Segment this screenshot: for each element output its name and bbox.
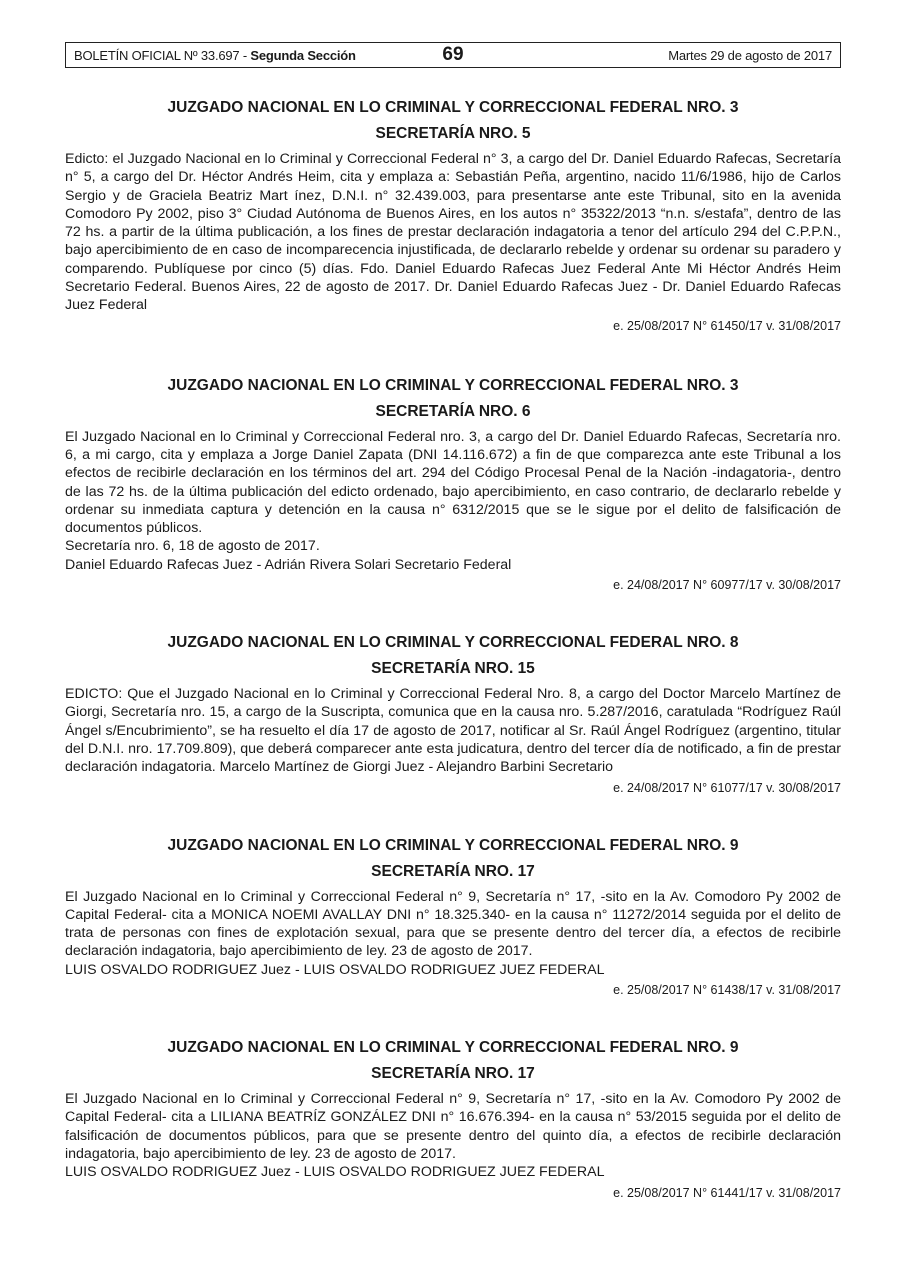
notice-body: [65, 428, 841, 574]
notice-paragraph: El Juzgado Nacional en lo Criminal y Correccional Federal n° 9, Secretaría n° 17, -sito en la Av. Comodoro Py 2002 de Capital Federal- cita a LILIANA BEATRÍZ GONZÁLEZ DNI n° 16.676.394- en la causa n° 53/2015 seguida por el delito de falsificación de documentos públicos, para que se presente dentro del quinto día, a efectos de recibirle declaración indagatoria, bajo apercibimiento de ley. 23 de agosto de 2017.: [65, 1091, 841, 1162]
notice-reference: e. 24/08/2017 N° 61077/17 v. 30/08/2017: [613, 780, 841, 795]
notice-paragraph: LUIS OSVALDO RODRIGUEZ Juez - LUIS OSVALDO RODRIGUEZ JUEZ FEDERAL: [65, 1164, 605, 1181]
secretariat-title: SECRETARÍA NRO. 15: [371, 660, 535, 678]
page-number: 69: [442, 44, 464, 65]
notice: [65, 373, 841, 594]
court-title: JUZGADO NACIONAL EN LO CRIMINAL Y CORRECCIONAL FEDERAL NRO. 9: [167, 836, 739, 854]
notice-paragraph: EDICTO: Que el Juzgado Nacional en lo Criminal y Correccional Federal Nro. 8, a cargo del Doctor Marcelo Martínez de Giorgi, Secretaría nro. 15, a cargo de la Suscripta, comunica que en la causa nro. 5.287/2016, caratulada “Rodríguez Raúl Ángel s/Encubrimiento”, se ha resuelto el día 17 de agosto de 2017, notificar al Sr. Raúl Ángel Rodríguez (argentino, titular del D.N.I. nro. 17.709.809), que deberá comparecer ante esta judicatura, dentro del tercer día de notificado, a fin de prestar declaración indagatoria. Marcelo Martínez de Giorgi Juez - Alejandro Barbini Secretario: [65, 686, 841, 776]
notices-column: [65, 95, 841, 1202]
notice-reference: e. 25/08/2017 N° 61441/17 v. 31/08/2017: [613, 1185, 841, 1200]
court-title: JUZGADO NACIONAL EN LO CRIMINAL Y CORRECCIONAL FEDERAL NRO. 9: [167, 1039, 739, 1057]
secretariat-title: SECRETARÍA NRO. 5: [375, 125, 531, 142]
notice-paragraph: LUIS OSVALDO RODRIGUEZ Juez - LUIS OSVALDO RODRIGUEZ JUEZ FEDERAL: [65, 961, 605, 978]
notice-reference: e. 24/08/2017 N° 60977/17 v. 30/08/2017: [613, 578, 841, 593]
notice: [65, 95, 841, 335]
notice-reference: e. 25/08/2017 N° 61438/17 v. 31/08/2017: [613, 983, 841, 998]
secretariat-title: SECRETARÍA NRO. 17: [371, 1065, 535, 1083]
notice-body: [65, 1090, 841, 1181]
notice-paragraph: El Juzgado Nacional en lo Criminal y Correccional Federal nro. 3, a cargo del Dr. Daniel Eduardo Rafecas, Secretaría nro. 6, a mi cargo, cita y emplaza a Jorge Daniel Zapata (DNI 14.116.672) a fin de que comparezca ante este Tribunal a los efectos de recibirle declaración en los términos del art. 294 del Código Procesal Penal de la Nación -indagatoria-, dentro de las 72 hs. de la última publicación del edicto ordenado, bajo apercibimiento, en caso contrario, de declararlo rebelde y ordenar su inmediata captura y detención en la causa n° 6312/2015 que se le sigue por el delito de falsificación de documentos públicos.: [65, 428, 841, 537]
notice-paragraph: Secretaría nro. 6, 18 de agosto de 2017.: [65, 538, 320, 555]
notice-body: [65, 888, 841, 979]
notice-body: [65, 685, 841, 776]
publication-title: BOLETÍN OFICIAL Nº 33.697: [74, 48, 240, 63]
page-header: [65, 42, 841, 68]
header-separator: -: [239, 48, 251, 63]
notice: [65, 630, 841, 796]
notice-reference: e. 25/08/2017 N° 61450/17 v. 31/08/2017: [613, 318, 841, 333]
court-title: JUZGADO NACIONAL EN LO CRIMINAL Y CORRECCIONAL FEDERAL NRO. 3: [167, 376, 739, 394]
section-name: Segunda Sección: [250, 48, 356, 63]
publication-date: Martes 29 de agosto de 2017: [668, 48, 832, 63]
notice-paragraph: El Juzgado Nacional en lo Criminal y Correccional Federal n° 9, Secretaría n° 17, -sito en la Av. Comodoro Py 2002 de Capital Federal- cita a MONICA NOEMI AVALLAY DNI n° 18.325.340- en la causa n° 11272/2014 seguida por el delito de trata de personas con fines de explotación sexual, para que se presente dentro del tercer día, a efectos de recibirle declaración indagatoria, bajo apercibimiento de ley. 23 de agosto de 2017.: [65, 888, 841, 960]
notice-paragraph: Daniel Eduardo Rafecas Juez - Adrián Rivera Solari Secretario Federal: [65, 556, 512, 573]
notice: [65, 1035, 841, 1201]
court-title: JUZGADO NACIONAL EN LO CRIMINAL Y CORRECCIONAL FEDERAL NRO. 8: [167, 634, 739, 652]
secretariat-title: SECRETARÍA NRO. 17: [371, 862, 535, 880]
secretariat-title: SECRETARÍA NRO. 6: [375, 402, 531, 420]
notice: [65, 833, 841, 999]
notice-paragraph: Edicto: el Juzgado Nacional en lo Criminal y Correccional Federal n° 3, a cargo del Dr. Daniel Eduardo Rafecas, Secretaría n° 5, a cargo del Dr. Héctor Andrés Heim, cita y emplaza a: Sebastián Peña, argentino, nacido 11/6/1986, hijo de Carlos Sergio y de Graciela Beatriz Mart ínez, D.N.I. n° 32.439.003, para presentarse ante este Tribunal, sito en la avenida Comodoro Py 2002, piso 3° Ciudad Autónoma de Buenos Aires, en los autos n° 35322/2013 “n.n. s/estafa”, dentro de las 72 hs. a partir de la última publicación, a los fines de prestar declaración indagatoria a tenor del artículo 294 del C.P.P.N., bajo apercibimiento de en caso de incomparecencia injustificada, de declararlo rebelde y ordenar su ordenar su paradero y comparendo. Publíquese por cinco (5) días. Fdo. Daniel Eduardo Rafecas Juez Federal Ante Mi Héctor Andrés Heim Secretario Federal. Buenos Aires, 22 de agosto de 2017. Dr. Daniel Eduardo Rafecas Juez - Dr. Daniel Eduardo Rafecas Juez Federal: [65, 151, 841, 314]
notice-body: [65, 150, 841, 315]
court-title: JUZGADO NACIONAL EN LO CRIMINAL Y CORRECCIONAL FEDERAL NRO. 3: [167, 99, 739, 116]
